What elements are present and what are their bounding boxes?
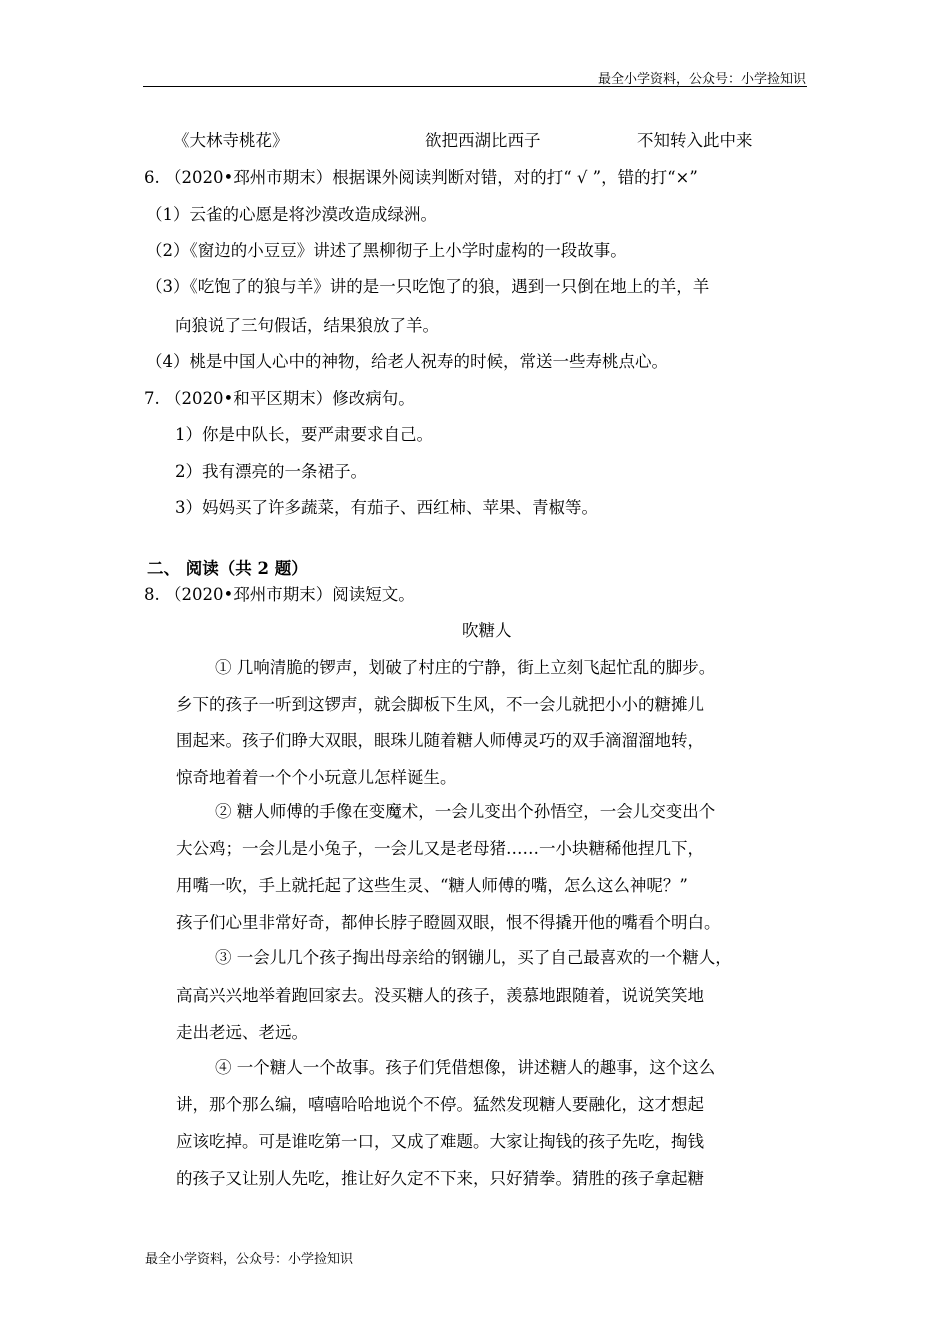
q6-item: （4）桃是中国人心中的神物，给老人祝寿的时候，常送一些寿桃点心。 bbox=[146, 352, 668, 371]
passage-line: 乡下的孩子一听到这锣声，就会脚板下生风，不一会儿就把小小的糖摊儿 bbox=[176, 695, 704, 714]
q6-item: （3）《吃饱了的狼与羊》讲的是一只吃饱了的狼，遇到一只倒在地上的羊，羊 bbox=[146, 277, 710, 296]
header-divider bbox=[143, 86, 807, 87]
passage-line: 用嘴一吹，手上就托起了这些生灵、“糖人师傅的嘴，怎么这么神呢？” bbox=[176, 876, 688, 895]
passage-line: 走出老远、老远。 bbox=[176, 1023, 308, 1042]
passage-line: ③ 一会儿几个孩子掏出母亲给的钢镚儿，买了自己最喜欢的一个糖人， bbox=[215, 948, 732, 967]
passage-line: ④ 一个糖人一个故事。孩子们凭借想像，讲述糖人的趣事，这个这么 bbox=[215, 1058, 716, 1077]
passage-line: 应该吃掉。可是谁吃第一口，又成了难题。大家让掏钱的孩子先吃，掏钱 bbox=[176, 1132, 704, 1151]
passage-line: 围起来。孩子们睁大双眼，眼珠儿随着糖人师傅灵巧的双手滴溜溜地转， bbox=[176, 731, 704, 750]
q8-stem: 8. （2020•邳州市期末）阅读短文。 bbox=[144, 585, 415, 604]
passage-line: 高高兴兴地举着跑回家去。没买糖人的孩子，羡慕地跟随着，说说笑笑地 bbox=[176, 986, 704, 1005]
passage-line: 的孩子又让别人先吃，推让好久定不下来，只好猜拳。猜胜的孩子拿起糖 bbox=[176, 1169, 704, 1188]
poem-line-b: 不知转入此中来 bbox=[637, 131, 753, 150]
q6-item: （2）《窗边的小豆豆》讲述了黑柳彻子上小学时虚构的一段故事。 bbox=[146, 241, 627, 260]
q7-item: 3）妈妈买了许多蔬菜，有茄子、西红柿、苹果、青椒等。 bbox=[175, 498, 598, 517]
q6-stem: 6. （2020•邳州市期末）根据课外阅读判断对错，对的打“ √ ”，错的打“×” bbox=[144, 168, 698, 187]
passage-line: 惊奇地着着一个个小玩意儿怎样诞生。 bbox=[176, 768, 457, 787]
passage-line: 孩子们心里非常好奇，都伸长脖子瞪圆双眼，恨不得撬开他的嘴看个明白。 bbox=[176, 913, 721, 932]
passage-title: 吹糖人 bbox=[462, 621, 512, 640]
q6-item-continuation: 向狼说了三句假话，结果狼放了羊。 bbox=[175, 316, 439, 335]
poem-title: 《大林寺桃花》 bbox=[173, 131, 289, 150]
poem-line-a: 欲把西湖比西子 bbox=[425, 131, 541, 150]
passage-line: ② 糖人师傅的手像在变魔术，一会儿变出个孙悟空，一会儿交变出个 bbox=[215, 802, 716, 821]
q7-stem: 7. （2020•和平区期末）修改病句。 bbox=[144, 389, 415, 408]
section-heading: 二、 阅读（共 2 题） bbox=[147, 559, 308, 578]
passage-line: 大公鸡；一会儿是小兔子，一会儿又是老母猪……一小块糖稀他捏几下， bbox=[176, 839, 704, 858]
header-text: 最全小学资料，公众号：小学捡知识 bbox=[597, 72, 806, 87]
page-footer: 最全小学资料，公众号：小学捡知识 bbox=[145, 1252, 354, 1267]
passage-line: ① 几响清脆的锣声，划破了村庄的宁静，街上立刻飞起忙乱的脚步。 bbox=[215, 658, 716, 677]
q6-item: （1）云雀的心愿是将沙漠改造成绿洲。 bbox=[146, 205, 437, 224]
q7-item: 2）我有漂亮的一条裙子。 bbox=[175, 462, 367, 481]
q7-item: 1）你是中队长，要严肃要求自己。 bbox=[175, 425, 433, 444]
passage-line: 讲，那个那么编，嘻嘻哈哈地说个不停。猛然发现糖人要融化，这才想起 bbox=[176, 1095, 704, 1114]
